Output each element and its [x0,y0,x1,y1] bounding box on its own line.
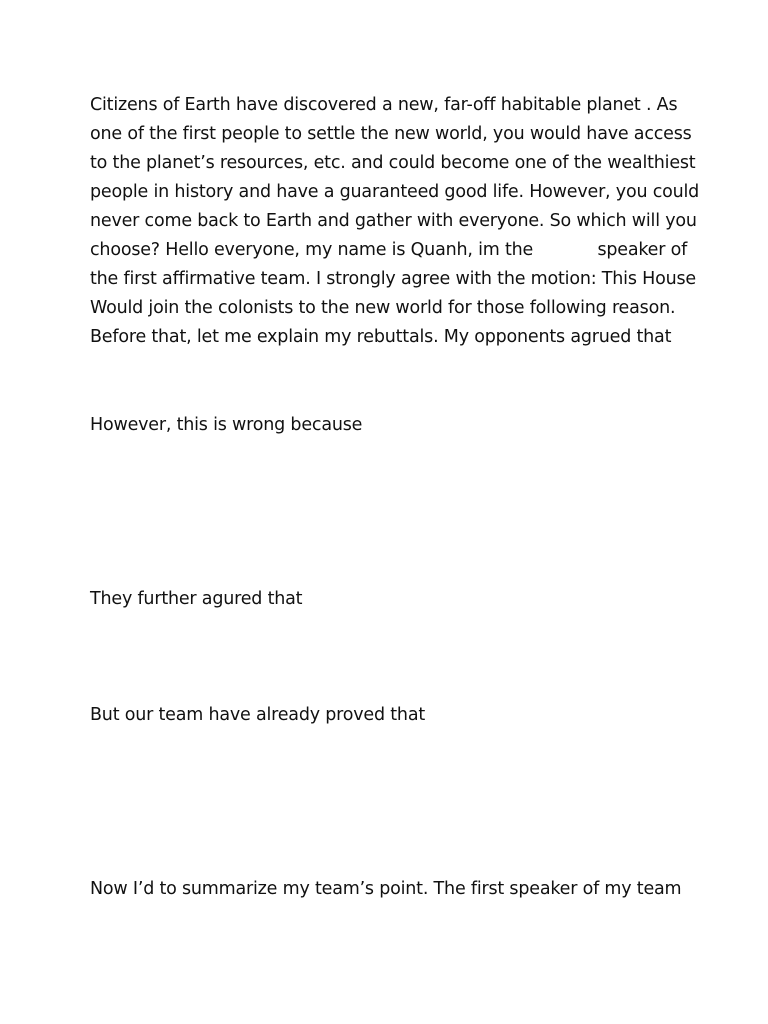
paragraph-line: Citizens of Earth have discovered a new, far-off habitable planet . As [90,95,678,115]
paragraph-line: the first affirmative team. I strongly agree with the motion: This House [90,269,696,289]
summary-line: Now I’d to summarize my team’s point. The first speaker of my team [90,879,682,899]
paragraph-line: Would join the colonists to the new world for those following reason. [90,298,676,318]
rebuttal-line-3: But our team have already proved that [90,705,426,725]
rebuttal-line-2: They further agured that [90,589,303,609]
rebuttal-line-1: However, this is wrong because [90,415,363,435]
paragraph-line: choose? Hello everyone, my name is Quanh, im the speaker of [90,240,688,260]
paragraph-line: people in history and have a guaranteed good life. However, you could [90,182,700,202]
paragraph-line: to the planet’s resources, etc. and could become one of the wealthiest [90,153,696,173]
paragraph-line: one of the first people to settle the new world, you would have access [90,124,692,144]
paragraph-line: Before that, let me explain my rebuttals. My opponents agrued that [90,327,672,347]
paragraph-line: never come back to Earth and gather with everyone. So which will you [90,211,697,231]
